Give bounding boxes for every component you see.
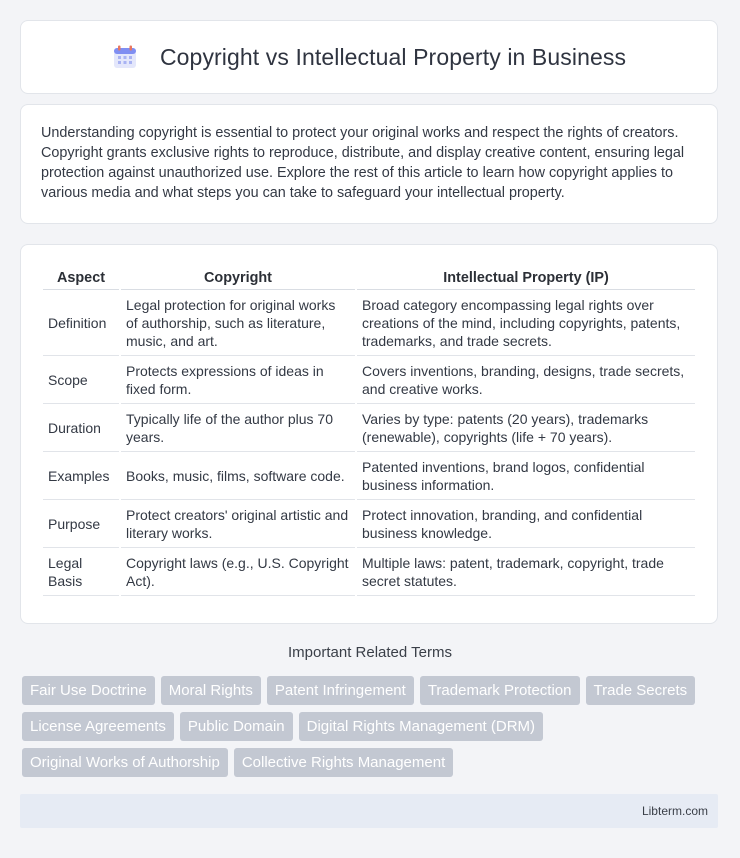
row-copyright: Books, music, films, software code. [121,454,355,500]
table-row [43,406,695,452]
related-terms-list [22,676,722,784]
row-ip: Varies by type: patents (20 years), trademarks (renewable), copyrights (life + 70 years). [357,406,695,452]
row-copyright: Typically life of the author plus 70 years. [121,406,355,452]
row-copyright: Legal protection for original works of authorship, such as literature, music, and art. [121,292,355,356]
row-ip: Covers inventions, branding, designs, trade secrets, and creative works. [357,358,695,404]
row-copyright: Copyright laws (e.g., U.S. Copyright Act). [121,550,355,596]
row-aspect: Legal Basis [43,550,119,596]
table-row [43,502,695,548]
row-aspect: Definition [43,292,119,356]
title-card [20,20,718,94]
table-header-row [43,265,695,290]
row-copyright: Protect creators' original artistic and literary works. [121,502,355,548]
related-term-tag[interactable]: Digital Rights Management (DRM) [299,712,543,741]
footer [20,794,718,828]
row-ip: Protect innovation, branding, and confidential business knowledge. [357,502,695,548]
intro-paragraph: Understanding copyright is essential to protect your original works and respect the rights of creators. Copyright grants exclusive rights to reproduce, distribute, and display creative content, ensuring legal protection against unauthorized use. Explore the rest of this article to learn how copyright applies to various media and what steps you can take to safeguard your intellectual property. [41,125,685,201]
calendar-icon [112,44,138,70]
related-term-tag[interactable]: Trademark Protection [420,676,580,705]
row-ip: Broad category encompassing legal rights over creations of the mind, including copyrights, patents, trademarks, and trade secrets. [357,292,695,356]
comparison-table-card [20,244,718,624]
footer-brand[interactable]: Libterm.com [641,804,708,818]
table-row [43,550,695,596]
related-terms-heading: Important Related Terms [288,644,452,661]
intro-card [20,104,718,224]
row-aspect: Examples [43,454,119,500]
table-row [43,454,695,500]
header-copyright: Copyright [121,265,355,290]
comparison-table [41,263,697,598]
row-ip: Multiple laws: patent, trademark, copyright, trade secret statutes. [357,550,695,596]
table-row [43,358,695,404]
related-term-tag[interactable]: Moral Rights [161,676,261,705]
table-row [43,292,695,356]
related-term-tag[interactable]: Collective Rights Management [234,748,453,777]
row-aspect: Scope [43,358,119,404]
related-term-tag[interactable]: Public Domain [180,712,293,741]
header-ip: Intellectual Property (IP) [357,265,695,290]
related-term-tag[interactable]: Patent Infringement [267,676,414,705]
header-aspect: Aspect [43,265,119,290]
row-copyright: Protects expressions of ideas in fixed form. [121,358,355,404]
page-title: Copyright vs Intellectual Property in Business [159,43,627,70]
row-aspect: Purpose [43,502,119,548]
related-term-tag[interactable]: License Agreements [22,712,174,741]
related-term-tag[interactable]: Original Works of Authorship [22,748,228,777]
related-term-tag[interactable]: Trade Secrets [586,676,696,705]
row-aspect: Duration [43,406,119,452]
row-ip: Patented inventions, brand logos, confidential business information. [357,454,695,500]
related-term-tag[interactable]: Fair Use Doctrine [22,676,155,705]
